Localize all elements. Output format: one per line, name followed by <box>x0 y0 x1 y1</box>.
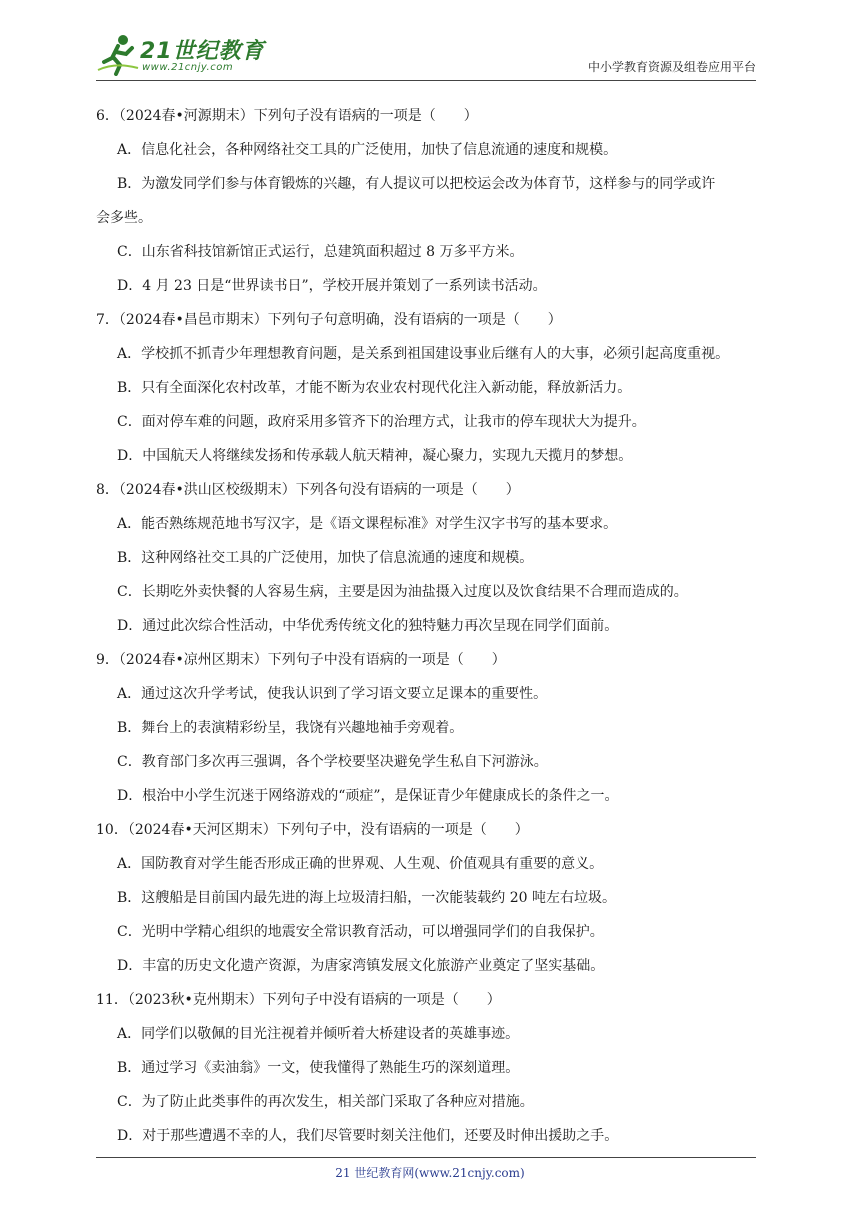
option-b: B．为激发同学们参与体育锻炼的兴趣，有人提议可以把校运会改为体育节，这样参与的同学或许 <box>117 176 716 192</box>
question-stem: 8．（2024春•洪山区校级期末）下列各句没有语病的一项是（ ） <box>96 482 520 498</box>
option-d: D．通过此次综合性活动，中华优秀传统文化的独特魅力再次呈现在同学们面前。 <box>117 618 619 634</box>
question-item <box>96 473 764 643</box>
option-c: C．面对停车难的问题，政府采用多管齐下的治理方式，让我市的停车现状大为提升。 <box>117 414 646 430</box>
option-d: D．根治中小学生沉迷于网络游戏的“顽症”，是保证青少年健康成长的条件之一。 <box>117 788 619 804</box>
page-header <box>96 28 756 81</box>
option-d: D．丰富的历史文化遗产资源，为唐家湾镇发展文化旅游产业奠定了坚实基础。 <box>117 958 605 974</box>
page-footer: 21 世纪教育网(www.21cnjy.com) <box>335 1166 525 1180</box>
platform-title: 中小学教育资源及组卷应用平台 <box>587 60 756 74</box>
question-stem: 7．（2024春•昌邑市期末）下列句子句意明确，没有语病的一项是（ ） <box>96 312 562 328</box>
question-item <box>96 983 764 1153</box>
option-a: A．能否熟练规范地书写汉字，是《语文课程标准》对学生汉字书写的基本要求。 <box>117 516 618 532</box>
question-item <box>96 303 764 473</box>
option-a: A．国防教育对学生能否形成正确的世界观、人生观、价值观具有重要的意义。 <box>117 856 604 872</box>
option-c: C．长期吃外卖快餐的人容易生病，主要是因为油盐摄入过度以及饮食结果不合理而造成的。 <box>117 584 688 600</box>
logo-main-text: 21世纪教育 <box>140 39 265 64</box>
question-stem: 10．（2024春•天河区期末）下列句子中，没有语病的一项是（ ） <box>96 822 529 838</box>
question-item <box>96 643 764 813</box>
option-a: A．信息化社会，各种网络社交工具的广泛使用，加快了信息流通的速度和规模。 <box>117 142 618 158</box>
running-figure-icon <box>96 32 140 76</box>
option-b: B．这艘船是目前国内最先进的海上垃圾清扫船，一次能装载约 20 吨左右垃圾。 <box>117 890 617 906</box>
option-c: C．山东省科技馆新馆正式运行，总建筑面积超过 8 万多平方米。 <box>117 244 524 260</box>
logo-sub-text: www.21cnjy.com <box>142 62 234 73</box>
option-b: B．通过学习《卖油翁》一文，使我懂得了熟能生巧的深刻道理。 <box>117 1060 520 1076</box>
option-c: C．为了防止此类事件的再次发生，相关部门采取了各种应对措施。 <box>117 1094 534 1110</box>
question-item <box>96 99 764 303</box>
option-d: D．中国航天人将继续发扬和传承载人航天精神，凝心聚力，实现九天揽月的梦想。 <box>117 448 633 464</box>
question-item <box>96 813 764 983</box>
option-d: D．4 月 23 日是“世界读书日”，学校开展并策划了一系列读书活动。 <box>117 278 547 294</box>
option-b: B．只有全面深化农村改革，才能不断为农业农村现代化注入新动能，释放新活力。 <box>117 380 632 396</box>
option-a: A．学校抓不抓青少年理想教育问题，是关系到祖国建设事业后继有人的大事，必须引起高度重视。 <box>117 346 730 362</box>
question-stem: 6．（2024春•河源期末）下列句子没有语病的一项是（ ） <box>96 108 478 124</box>
option-b: B．这种网络社交工具的广泛使用，加快了信息流通的速度和规模。 <box>117 550 534 566</box>
question-stem: 9．（2024春•凉州区期末）下列句子中没有语病的一项是（ ） <box>96 652 506 668</box>
option-d: D．对于那些遭遇不幸的人，我们尽管要时刻关注他们，还要及时伸出援助之手。 <box>117 1128 619 1144</box>
question-stem: 11．（2023秋•克州期末）下列句子中没有语病的一项是（ ） <box>96 992 501 1008</box>
option-a: A．同学们以敬佩的目光注视着并倾听着大桥建设者的英雄事迹。 <box>117 1026 520 1042</box>
question-list <box>96 99 764 1153</box>
option-b-continuation: 会多些。 <box>96 210 152 226</box>
footer-divider <box>96 1157 756 1158</box>
option-c: C．光明中学精心组织的地震安全常识教育活动，可以增强同学们的自我保护。 <box>117 924 604 940</box>
site-logo <box>96 32 266 76</box>
option-b: B．舞台上的表演精彩纷呈，我饶有兴趣地袖手旁观着。 <box>117 720 464 736</box>
option-a: A．通过这次升学考试，使我认识到了学习语文要立足课本的重要性。 <box>117 686 548 702</box>
option-c: C．教育部门多次再三强调，各个学校要坚决避免学生私自下河游泳。 <box>117 754 548 770</box>
